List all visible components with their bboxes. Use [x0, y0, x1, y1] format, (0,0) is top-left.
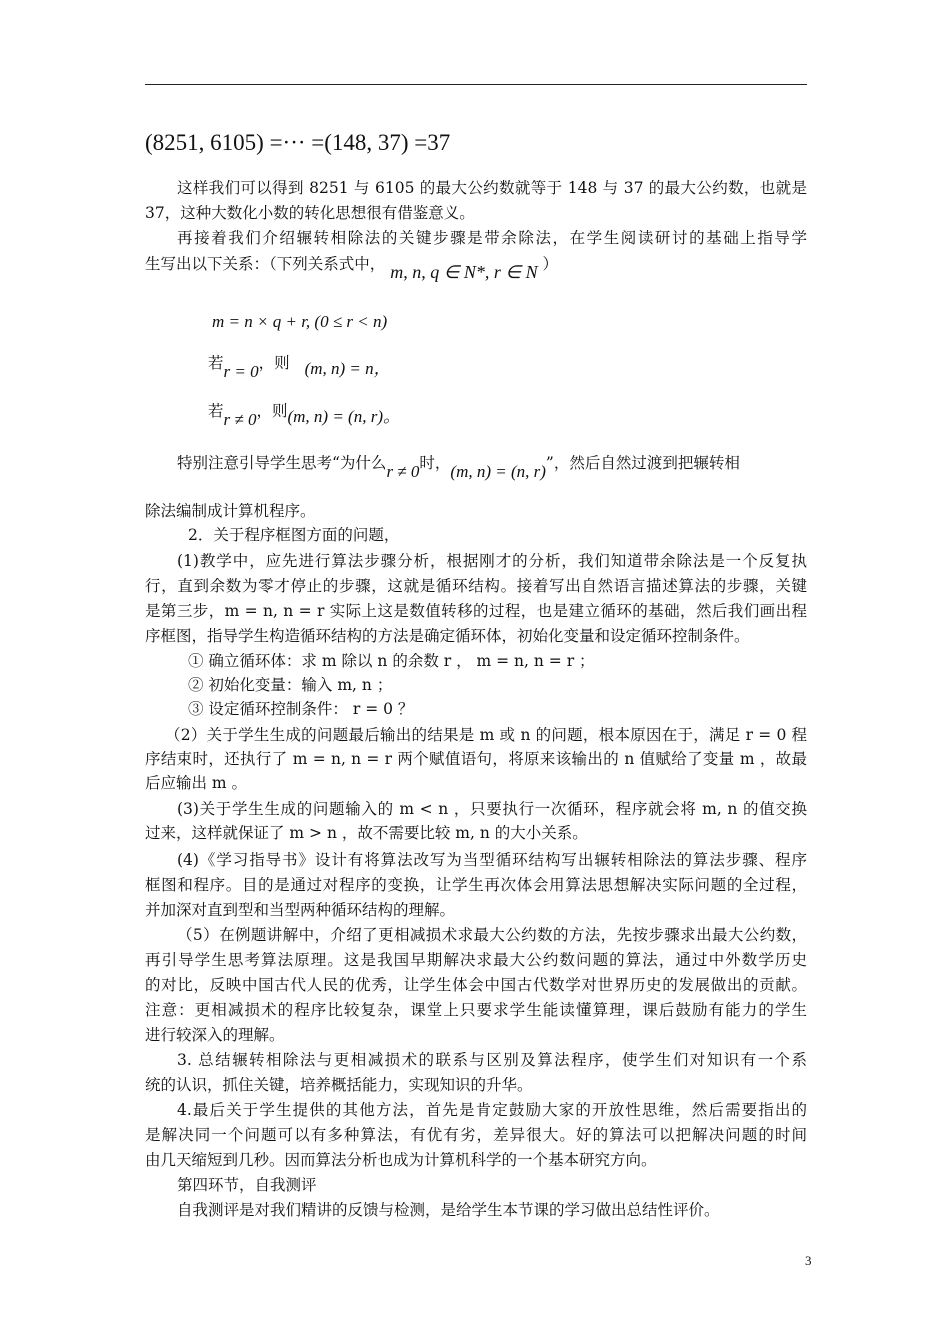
paragraph-line: 过来，这样就保证了 m > n ，故不需要比较 m, n 的大小关系。 [145, 824, 588, 842]
list-item: ② 初始化变量：输入 m, n ； [188, 676, 393, 694]
paragraph-line: 并加深对直到型和当型两种循环结构的理解。 [145, 901, 456, 919]
paragraph-line: (4)《学习指导书》设计有将算法改写为当型循环结构写出辗转相除法的算法步骤、程序 [177, 851, 807, 869]
division-relation: m = n × q + r, (0 ≤ r < n) [212, 312, 388, 331]
paragraph-line: 序结束时，还执行了 m = n, n = r 两个赋值语句，将原来该输出的 n 值赋给了变量 m ，故最 [145, 750, 807, 768]
paragraph-line: 序框图，指导学生构造循环结构的方法是确定循环体，初始化变量和设定循环控制条件。 [145, 627, 750, 645]
paragraph-line: 这样我们可以得到 8251 与 6105 的最大公约数就等于 148 与 37 的最大公约数，也就是 [177, 179, 807, 197]
case-result: (m, n) = n， [304, 359, 391, 378]
paragraph-line: (3)关于学生生成的问题输入的 m < n ，只要执行一次循环，程序就会将 m, n 的值交换 [177, 800, 807, 818]
set-condition-math: m, n, q ∈ N*, r ∈ N [390, 262, 538, 282]
paragraph-line: 进行较深入的理解。 [145, 1026, 285, 1044]
case-condition: r ≠ 0 [223, 410, 257, 429]
paragraph-text: ”，然后自然过渡到把辗转相 [545, 454, 740, 472]
inline-math: (m, n) = (n, r) [450, 462, 546, 481]
paragraph-text: 时， [419, 454, 451, 472]
paragraph-text: 特别注意引导学生思考“为什么 [177, 454, 387, 472]
paragraph-line: 是第三步，m = n, n = r 实际上这是数值转移的过程，也是建立循环的基础，然后我们画出程 [145, 602, 807, 620]
paragraph-line: 再引导学生思考算法原理。这是我国早期解决求最大公约数问题的算法，通过中外数学历史 [145, 951, 807, 969]
case-label: 若 [208, 354, 224, 372]
paragraph-line: 的对比，反映中国古代人民的优秀，让学生体会中国古代数学对世界历史的发展做出的贡献。 [145, 976, 807, 994]
case-r-nonzero [208, 400, 400, 429]
case-then: ，则 [256, 402, 288, 420]
paragraph-line: 由几天缩短到几秒。因而算法分析也成为计算机科学的一个基本研究方向。 [145, 1151, 657, 1169]
paragraph-line: 3. 总结辗转相除法与更相减损术的联系与区别及算法程序，使学生们对知识有一个系 [177, 1051, 807, 1069]
paragraph-line: 再接着我们介绍辗转相除法的关键步骤是带余除法，在学生阅读研讨的基础上指导学 [177, 229, 807, 247]
inline-math: r ≠ 0 [386, 462, 420, 481]
header-rule [145, 84, 807, 85]
case-then: ，则 [258, 354, 290, 372]
paragraph-line: 是解决同一个问题可以有多种算法，有优有劣，差异很大。好的算法可以把解决问题的时间 [145, 1126, 807, 1144]
paragraph-line [145, 252, 559, 282]
paragraph-text: ） [542, 255, 559, 273]
paragraph-line [177, 452, 740, 481]
paragraph-line: 框图和程序。目的是通过对程序的变换，让学生再次体会用算法思想解决实际问题的全过程， [145, 876, 807, 894]
paragraph-line: （2）关于学生生成的问题最后输出的结果是 m 或 n 的问题，根本原因在于，满足 r = 0 程 [165, 726, 807, 744]
section-heading: 第四环节，自我测评 [177, 1176, 317, 1194]
paragraph-line: （5）在例题讲解中，介绍了更相减损术求最大公约数的方法，先按步骤求出最大公约数， [177, 926, 807, 944]
paragraph-text: 生写出以下关系：（下列关系式中， [145, 255, 386, 273]
paragraph-line: 除法编制成计算机程序。 [145, 502, 316, 520]
equation-gcd-chain: (8251, 6105) =··· =(148, 37) =37 [145, 130, 451, 155]
case-result: (m, n) = (n, r)。 [287, 407, 400, 426]
paragraph-line: (1)教学中，应先进行算法步骤分析，根据刚才的分析，我们知道带余除法是一个反复执 [177, 552, 807, 570]
section-heading: 2．关于程序框图方面的问题， [188, 526, 400, 544]
paragraph-line: 自我测评是对我们精讲的反馈与检测，是给学生本节课的学习做出总结性评价。 [177, 1201, 720, 1219]
case-condition: r = 0 [223, 362, 259, 381]
paragraph-line: 后应输出 m 。 [145, 774, 248, 792]
paragraph-line: 注意：更相减损术的程序比较复杂，课堂上只要求学生能读懂算理，课后鼓励有能力的学生 [145, 1001, 807, 1019]
case-r-zero [208, 352, 391, 381]
paragraph-line: 行，直到余数为零才停止的步骤，这就是循环结构。接着写出自然语言描述算法的步骤，关键 [145, 577, 807, 595]
paragraph-line: 37，这种大数化小数的转化思想很有借鉴意义。 [145, 204, 475, 222]
paragraph-line: 4.最后关于学生提供的其他方法，首先是肯定鼓励大家的开放性思维，然后需要指出的 [177, 1101, 807, 1119]
paragraph-line: 统的认识，抓住关键，培养概括能力，实现知识的升华。 [145, 1076, 533, 1094]
list-item: ③ 设定循环控制条件： r = 0 ？ [188, 700, 414, 718]
page-number: 3 [805, 1253, 812, 1268]
list-item: ① 确立循环体：求 m 除以 n 的余数 r ， m = n, n = r ； [188, 652, 595, 670]
case-label: 若 [208, 402, 224, 420]
